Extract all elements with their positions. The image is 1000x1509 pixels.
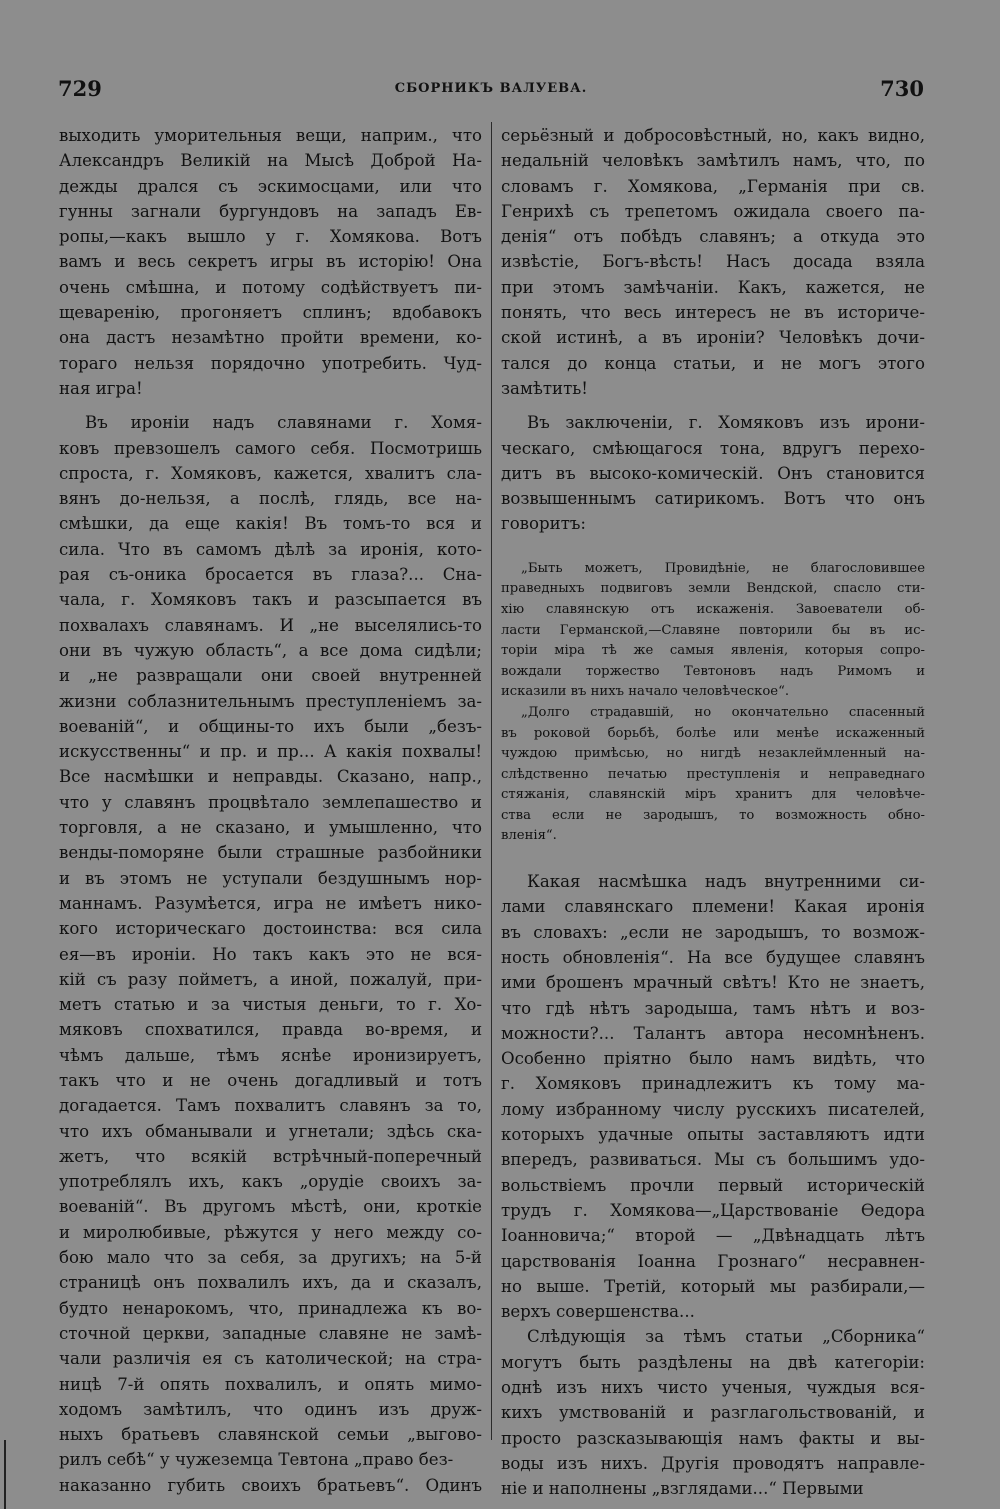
text-line: маннамъ. Разумѣется, игра не имѣетъ нико- — [59, 893, 482, 913]
text-line: спроста, г. Хомяковъ, кажется, хвалитъ сла- — [59, 463, 482, 483]
text-line: лами славянскаго племени! Какая иронія — [501, 897, 925, 917]
text-line: Въ заключеніи, г. Хомяковъ изъ ирони- — [527, 413, 925, 433]
text-line: смѣшки, да еще какія! Въ томъ-то вся и — [59, 514, 482, 534]
text-line: выходить уморительныя вещи, наприм., что — [59, 126, 482, 145]
quote-line: торіи міра тѣ же самыя явленія, которыя сопро- — [501, 643, 925, 659]
text-line: воды изъ нихъ. Другія проводятъ направле- — [501, 1453, 925, 1473]
left-page-number: 729 — [58, 76, 102, 101]
text-line: торговля, а не сказано, и умышленно, что — [59, 818, 482, 838]
running-header — [58, 76, 924, 104]
text-line: что у славянъ процвѣтало землепашество и — [59, 792, 482, 812]
quote-line: „Быть можетъ, Провидѣніе, не благословившее — [521, 560, 925, 576]
text-line: дежды дрался съ эскимосцами, или что — [59, 176, 482, 196]
text-line: кій съ разу пойметъ, а иной, пожалуй, при- — [59, 969, 482, 989]
text-line: Какая насмѣшка надъ внутренними си- — [527, 872, 925, 892]
text-line: она дастъ незамѣтно пройти времени, ко- — [59, 328, 482, 348]
text-line: ея—въ ироніи. Но такъ какъ это не вся- — [59, 944, 482, 964]
text-line: ницѣ 7-й опять похвалилъ, и опять мимо- — [59, 1374, 482, 1394]
text-line: ность обновленія“. На все будущее славянъ — [501, 947, 925, 967]
text-line: трудъ г. Хомякова—„Царствованіе Ѳедора — [501, 1200, 925, 1220]
column-divider — [491, 122, 492, 1440]
text-line: серьёзный и добросовѣстный, но, какъ видно, — [501, 126, 925, 145]
text-line: просто разсказывающія намъ факты и вы- — [501, 1428, 925, 1448]
text-line: ческаго, смѣющагося тона, вдругъ перехо- — [501, 438, 925, 458]
text-line: наказанно губить своихъ братьевъ“. Одинъ — [59, 1475, 482, 1495]
text-line: ской истинѣ, а въ ироніи? Человѣкъ дочи- — [501, 328, 925, 348]
text-line: словамъ г. Хомякова, „Германія при св. — [501, 176, 925, 196]
text-line: дитъ въ высоко-комическій. Онъ становится — [501, 463, 925, 483]
text-line: ная игра! — [59, 378, 143, 398]
text-line: ходомъ замѣтилъ, что одинъ изъ друж- — [59, 1399, 482, 1419]
text-line: тораго нельзя порядочно употребить. Чуд- — [59, 353, 482, 373]
text-line: употреблялъ ихъ, какъ „орудіе своихъ за- — [59, 1172, 482, 1192]
text-line: чала, г. Хомяковъ такъ и разсыпается въ — [59, 590, 482, 610]
text-line: недальній человѣкъ замѣтилъ намъ, что, по — [501, 151, 925, 171]
text-line: Генрихѣ съ трепетомъ ожидала своего па- — [501, 201, 925, 221]
text-line: мяковъ спохватился, правда во-время, и — [59, 1020, 482, 1040]
text-line: рилъ себѣ“ у чужеземца Тевтона „право без- — [59, 1450, 454, 1470]
text-line: кихъ умствованій и разглагольствованій, и — [501, 1403, 925, 1423]
text-line: лому избранному числу русскихъ писателей, — [501, 1099, 925, 1119]
text-line: венды-поморяне были страшные разбойники — [59, 843, 482, 863]
text-line: сточной церкви, западные славяне не замѣ- — [59, 1323, 482, 1343]
quote-line: исказили въ нихъ начало человѣческое“. — [501, 684, 790, 700]
text-line: такъ что и не очень догадливый и тотъ — [59, 1070, 482, 1090]
text-line: кого историческаго достоинства: вся сила — [59, 919, 482, 939]
text-line: что гдѣ нѣтъ зародыша, тамъ нѣтъ и воз- — [501, 998, 925, 1018]
text-line: при этомъ замѣчаніи. Какъ, кажется, не — [501, 277, 925, 297]
text-line: догадается. Тамъ похвалитъ славянъ за то, — [59, 1096, 482, 1116]
text-line: однѣ изъ нихъ чисто ученыя, чуждыя вся- — [501, 1378, 925, 1397]
text-line: рая съ-оника бросается въ глаза?... Сна- — [59, 565, 482, 585]
quote-line: вождали торжество Тевтоновъ надъ Римомъ и — [501, 663, 925, 679]
quote-line: „Долго страдавшій, но окончательно спасенный — [521, 704, 925, 720]
right-column-text-a — [501, 123, 925, 537]
text-line: и въ этомъ не уступали бездушнымъ нор- — [59, 868, 482, 888]
text-line: Іоанновича;“ второй — „Двѣнадцать лѣтъ — [501, 1226, 925, 1246]
text-line: метъ статью и за чистыя деньги, то г. Хо- — [59, 995, 482, 1015]
text-line: извѣстіе, Богъ-вѣсть! Насъ досада взяла — [501, 252, 925, 272]
text-line: но выше. Третій, который мы разбирали,— — [501, 1276, 925, 1296]
quote-line: праведныхъ подвиговъ земли Вендской, спасло сти- — [501, 581, 925, 597]
text-line: тался до конца статьи, и не могъ этого — [501, 353, 925, 373]
text-line: понять, что весь интересъ не въ историче- — [501, 303, 925, 323]
quote-line: слѣдственно печатью преступленія и неправеднаго — [501, 766, 925, 782]
text-line: можности?... Талантъ автора несомнѣненъ. — [501, 1023, 925, 1043]
text-line: чали различія ея съ католической; на стра- — [59, 1349, 482, 1369]
text-line: и миролюбивые, рѣжутся у него между со- — [59, 1222, 482, 1242]
quote-line: ства если не зародышъ, то возможность обно- — [501, 807, 925, 823]
page-edge-mark — [4, 1440, 6, 1509]
text-line: Слѣдующія за тѣмъ статьи „Сборника“ — [527, 1327, 925, 1347]
text-line: г. Хомяковъ принадлежитъ къ тому ма- — [501, 1074, 925, 1094]
right-column-text-b — [501, 869, 925, 1501]
text-line: жетъ, что всякій встрѣчный-поперечный — [59, 1146, 482, 1166]
block-quote — [501, 559, 925, 847]
text-line: очень смѣшна, и потому содѣйствуетъ пи- — [59, 277, 482, 297]
text-line: Все насмѣшки и неправды. Сказано, напр., — [59, 767, 482, 787]
text-line: сила. Что въ самомъ дѣлѣ за иронія, кото- — [59, 539, 482, 559]
text-line: гунны загнали бургундовъ на западъ Ев- — [59, 201, 482, 221]
text-line: замѣтить! — [501, 378, 588, 398]
text-line: чѣмъ дальше, тѣмъ яснѣе иронизируетъ, — [59, 1045, 482, 1065]
text-line: воеваній“. Въ другомъ мѣстѣ, они, кроткіе — [59, 1197, 482, 1217]
running-title: СБОРНИКЪ ВАЛУЕВА. — [394, 81, 588, 96]
right-page-number: 730 — [880, 76, 924, 101]
text-line: ныхъ братьевъ славянской семьи „выгово- — [59, 1425, 482, 1445]
quote-line: въ роковой борьбѣ, болѣе или менѣе искаженный — [501, 725, 925, 741]
text-line: и „не развращали они своей внутренней — [59, 666, 482, 686]
text-line: денія“ отъ побѣдъ славянъ; а откуда это — [501, 227, 925, 247]
text-line: бою мало что за себя, за другихъ; на 5-й — [59, 1248, 482, 1268]
text-line: ковъ превзошелъ самого себя. Посмотришь — [59, 438, 482, 458]
text-line: возвышеннымъ сатирикомъ. Вотъ что онъ — [501, 489, 925, 509]
text-line: Особенно пріятно было намъ видѣть, что — [501, 1049, 925, 1069]
text-line: что ихъ обманывали и угнетали; здѣсь ска- — [59, 1121, 482, 1141]
text-line: могутъ быть раздѣлены на двѣ категоріи: — [501, 1352, 925, 1372]
text-line: царствованія Іоанна Грознаго“ несравнен- — [501, 1251, 925, 1271]
text-line: страницѣ онъ похвалилъ ихъ, да и сказалъ, — [59, 1273, 482, 1293]
text-line: ими брошенъ мрачный свѣтъ! Кто не знаетъ, — [501, 973, 925, 993]
text-line: воеваній“, и общины-то ихъ были „безъ- — [59, 716, 482, 736]
quote-line: чуждою примѣсью, но нигдѣ незаклеймленный на- — [501, 746, 925, 762]
text-line: Александръ Великій на Мысѣ Доброй На- — [59, 151, 482, 171]
text-line: будто ненарокомъ, что, принадлежа къ во- — [59, 1298, 482, 1318]
text-line: впередъ, развиваться. Мы съ большимъ удо- — [501, 1150, 925, 1170]
quote-line: стяжанія, славянскій міръ хранитъ для человѣче- — [501, 787, 925, 803]
text-line: въ словахъ: „если не зародышъ, то возмож- — [501, 922, 925, 942]
left-column — [59, 123, 482, 1498]
text-line: которыхъ удачные опыты заставляютъ идти — [501, 1125, 925, 1145]
quote-line: хію славянскую отъ искаженія. Завоеватели об- — [501, 601, 925, 617]
text-line: они въ чужую область“, а все дома сидѣли; — [59, 640, 482, 660]
text-line: щеваренію, прогоняетъ сплинъ; вдобавокъ — [59, 303, 482, 323]
text-line: вамъ и весь секретъ игры въ исторію! Она — [59, 252, 482, 272]
text-line: вянъ до-нельзя, а послѣ, глядь, все на- — [59, 489, 482, 509]
text-line: верхъ совершенства... — [501, 1302, 695, 1322]
text-line: жизни соблазнительнымъ преступленіемъ за- — [59, 691, 482, 711]
text-line: ропы,—какъ вышло у г. Хомякова. Вотъ — [59, 227, 482, 247]
text-line: ніе и наполнены „взглядами...“ Первыми — [501, 1479, 864, 1499]
text-line: Въ ироніи надъ славянами г. Хомя- — [85, 413, 482, 433]
text-line: похвалахъ славянамъ. И „не выселялись-то — [59, 615, 482, 635]
quote-line: вленія“. — [501, 828, 557, 844]
text-line: говоритъ: — [501, 514, 587, 534]
text-line: вольствіемъ прочли первый историческій — [501, 1175, 925, 1195]
text-line: искусственны“ и пр. и пр... А какія похвалы! — [59, 742, 482, 762]
quote-line: ласти Германской,—Славяне повторили бы въ ис- — [501, 622, 925, 638]
right-column — [501, 123, 925, 1501]
